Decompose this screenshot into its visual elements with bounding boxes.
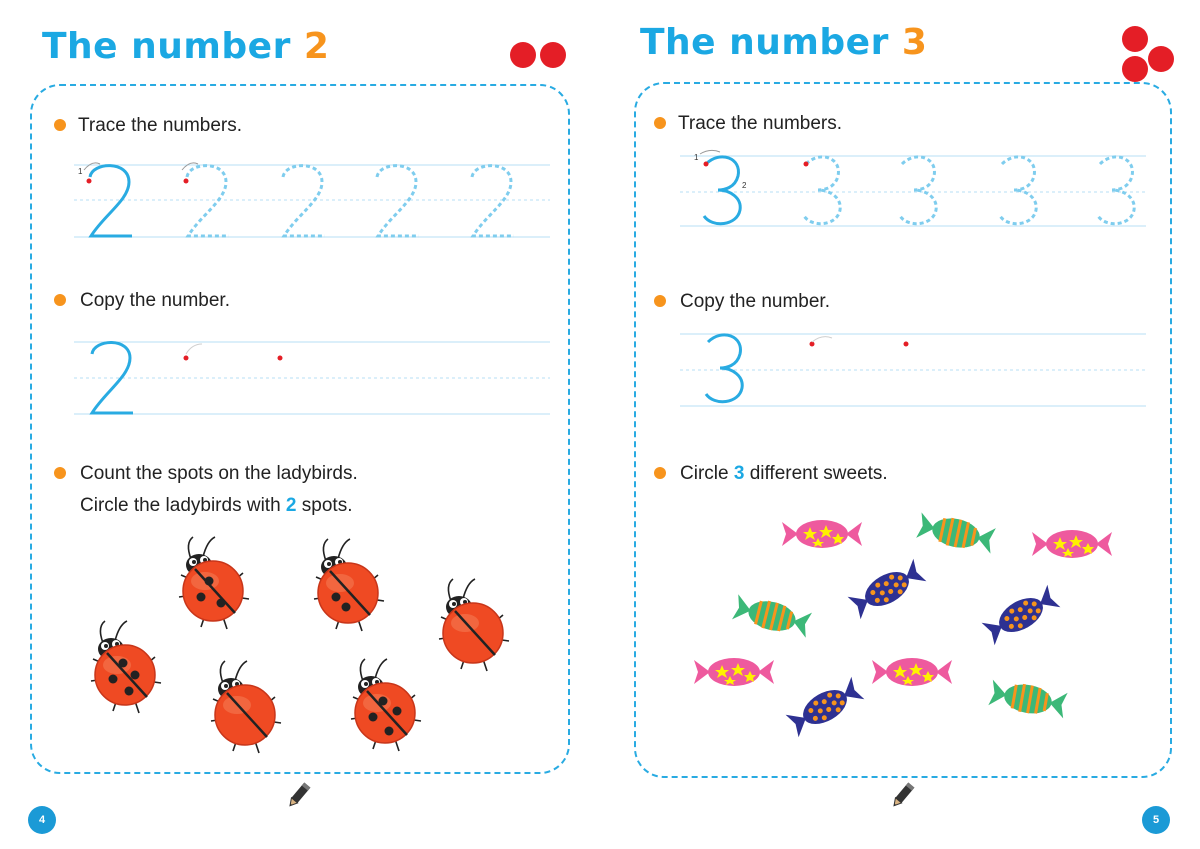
title-word: The number	[640, 22, 889, 63]
bullet-icon	[54, 119, 66, 131]
count-instruction: Count the spots on the ladybirds.	[80, 463, 358, 484]
right-page	[600, 0, 1200, 849]
title-number: 2	[303, 26, 330, 67]
bullet-icon	[654, 295, 666, 307]
digit-two-dashed[interactable]	[187, 166, 514, 236]
red-dot	[1148, 46, 1174, 72]
stroke-step-label: 2	[742, 181, 747, 190]
copy-row[interactable]	[74, 330, 550, 420]
title-word: The number	[42, 26, 291, 67]
red-dot	[1122, 56, 1148, 82]
bullet-icon	[654, 117, 666, 129]
page-title	[42, 26, 329, 67]
sweet-blue[interactable]	[976, 582, 1066, 648]
copy-instruction: Copy the number.	[80, 290, 230, 311]
bullet-icon	[54, 467, 66, 479]
trace-row[interactable]	[74, 150, 550, 245]
pencil-icon	[890, 780, 916, 814]
trace-instruction: Trace the numbers.	[78, 115, 243, 136]
sweet-pink[interactable]	[692, 650, 776, 694]
digit-three-dashed[interactable]	[804, 157, 1134, 224]
copy-row[interactable]	[680, 326, 1146, 410]
digit-two-solid	[78, 163, 132, 236]
ladybird[interactable]	[190, 656, 300, 756]
red-dot	[510, 42, 536, 68]
page-title	[640, 22, 927, 63]
stroke-step-label: 1	[694, 153, 699, 162]
sweet-blue[interactable]	[780, 674, 870, 740]
circle-instruction: Circle the ladybirds with 2 spots.	[80, 495, 353, 516]
ladybird[interactable]	[330, 654, 440, 754]
ladybird[interactable]	[70, 616, 180, 716]
title-number: 3	[901, 22, 928, 63]
sweet-green[interactable]	[986, 674, 1070, 724]
page-number-badge: 4	[28, 806, 56, 834]
bullet-icon	[654, 467, 666, 479]
circle-instruction: Circle 3 different sweets.	[680, 463, 888, 484]
copy-instruction: Copy the number.	[680, 291, 830, 312]
trace-instruction: Trace the numbers.	[678, 113, 843, 134]
stroke-step-label: 1	[78, 167, 83, 176]
digit-three-solid	[694, 150, 747, 223]
sweet-blue[interactable]	[842, 556, 932, 622]
red-dot	[1122, 26, 1148, 52]
trace-row[interactable]	[680, 144, 1146, 234]
sweet-pink[interactable]	[1030, 522, 1114, 566]
ladybird[interactable]	[293, 534, 403, 634]
sweet-pink[interactable]	[870, 650, 954, 694]
bullet-icon	[54, 294, 66, 306]
pencil-icon	[286, 780, 312, 814]
page-number-badge: 5	[1142, 806, 1170, 834]
sweet-green[interactable]	[730, 590, 814, 642]
red-dot	[540, 42, 566, 68]
sweet-green[interactable]	[914, 508, 998, 558]
sweet-pink[interactable]	[780, 512, 864, 556]
